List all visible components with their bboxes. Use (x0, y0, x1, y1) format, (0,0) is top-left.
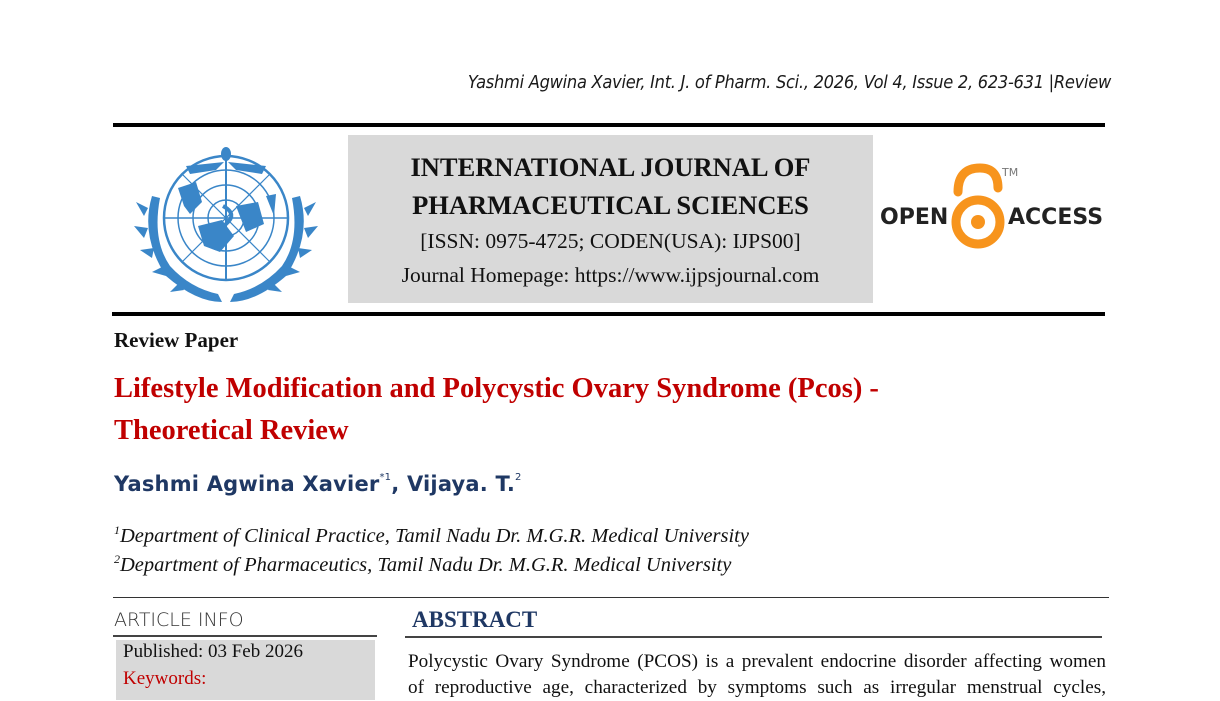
abstract-text (408, 649, 1106, 701)
author-superscript: 2 (515, 472, 522, 483)
header-rule-top (113, 123, 1105, 127)
affiliation-1 (114, 523, 749, 548)
article-title-line2: Theoretical Review (114, 415, 349, 446)
author-name[interactable]: Yashmi Agwina Xavier (114, 472, 380, 496)
section-divider (113, 597, 1109, 598)
author-list (114, 472, 522, 496)
affiliation-marker: 2 (114, 552, 120, 566)
affiliation-marker: 1 (114, 523, 120, 537)
author-separator: , (391, 472, 407, 496)
issn-line: [ISSN: 0975-4725; CODEN(USA): IJPS00] (420, 229, 801, 253)
running-head: Yashmi Agwina Xavier, Int. J. of Pharm. Sci., 2026, Vol 4, Issue 2, 623-631 |Review (467, 73, 1111, 93)
trademark: TM (1002, 166, 1019, 179)
open-access-logo (880, 162, 1110, 252)
abstract-line: of reproductive age, characterized by symptoms such as irregular menstrual cycles, (408, 677, 1106, 698)
abstract-rule (405, 636, 1102, 638)
author-name[interactable]: Vijaya. T. (406, 472, 516, 496)
article-info-rule (113, 635, 377, 637)
abstract-heading: ABSTRACT (412, 607, 538, 632)
article-title (114, 368, 1014, 452)
open-word: OPEN (880, 205, 949, 230)
article-title-line1: Lifestyle Modification and Polycystic Ovary Syndrome (Pcos) - (114, 373, 879, 404)
affiliation-2 (114, 552, 731, 577)
author-superscript: *1 (379, 472, 392, 483)
abstract-line: Polycystic Ovary Syndrome (PCOS) is a prevalent endocrine disorder affecting women (408, 651, 1106, 672)
keywords-label: Keywords: (123, 668, 207, 689)
journal-emblem-icon (126, 136, 326, 308)
journal-masthead (348, 135, 873, 303)
journal-title-line1: INTERNATIONAL JOURNAL OF (410, 152, 811, 182)
published-date: Published: 03 Feb 2026 (123, 641, 303, 662)
journal-title-line2: PHARMACEUTICAL SCIENCES (412, 190, 809, 220)
affiliation-text: Department of Clinical Practice, Tamil Nadu Dr. M.G.R. Medical University (120, 525, 749, 547)
open-lock-icon (956, 168, 1000, 244)
section-label: Review Paper (114, 328, 239, 352)
affiliation-text: Department of Pharmaceutics, Tamil Nadu Dr. M.G.R. Medical University (120, 554, 732, 576)
header-rule-bottom (112, 312, 1105, 316)
journal-homepage-link[interactable]: Journal Homepage: https://www.ijpsjournal.com (401, 263, 820, 287)
access-word: ACCESS (1008, 205, 1104, 230)
article-info-heading: ARTICLE INFO (114, 609, 244, 631)
